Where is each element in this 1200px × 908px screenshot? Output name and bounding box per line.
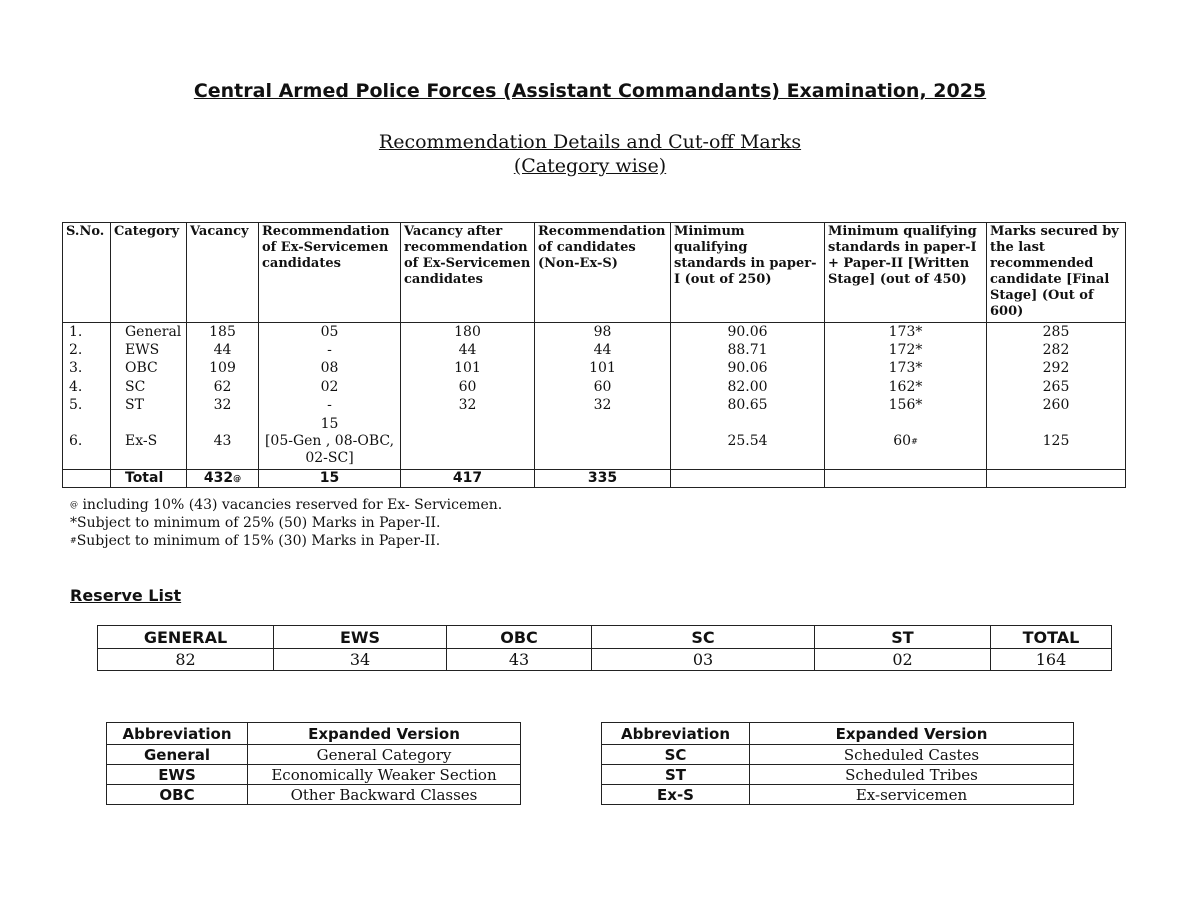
table-row-total — [63, 469, 1126, 487]
rec-exs-line-1: 15 — [320, 416, 339, 433]
abbr-row — [107, 745, 521, 765]
cell-vac-after: 60 — [401, 378, 535, 397]
cell-sno: 6. — [63, 415, 111, 469]
abbr-row — [107, 785, 521, 805]
reserve-value-ews: 34 — [274, 649, 447, 671]
reserve-value-obc: 43 — [447, 649, 592, 671]
cell-marks-last: 292 — [987, 360, 1126, 379]
abbr-row — [602, 765, 1074, 785]
abbr-row — [602, 745, 1074, 765]
cell-min-paper1: 80.65 — [671, 397, 825, 416]
abbr-row — [107, 765, 521, 785]
cell-rec-non-exs: 44 — [535, 341, 671, 360]
header-min-paper12: Minimum qualifying standards in paper-I + Paper-II [Written Stage] (out of 450) — [825, 223, 987, 323]
table-header-row — [63, 223, 1126, 323]
abbreviation-table-left — [106, 722, 521, 805]
cell-vac-after: 101 — [401, 360, 535, 379]
header-min-paper1: Minimum qualifying standards in paper-I (out of 250) — [671, 223, 825, 323]
abbr-expanded: General Category — [248, 745, 521, 765]
cell-category: OBC — [111, 360, 187, 379]
cell-marks-last: 285 — [987, 323, 1126, 342]
cell-vacancy: 109 — [187, 360, 259, 379]
table-row — [63, 360, 1126, 379]
cell-min-paper12: 156* — [825, 397, 987, 416]
footnote-2: *Subject to minimum of 25% (50) Marks in Paper-II. — [70, 515, 441, 531]
reserve-value-total: 164 — [991, 649, 1112, 671]
cell-total-label: Total — [111, 469, 187, 487]
cell-category: EWS — [111, 341, 187, 360]
cell-category: SC — [111, 378, 187, 397]
abbr-expanded: Scheduled Castes — [750, 745, 1074, 765]
reserve-header-sc: SC — [592, 626, 815, 649]
cell-marks-last: 265 — [987, 378, 1126, 397]
cell-rec-exs: - — [259, 397, 401, 416]
cell-rec-exs — [259, 415, 401, 469]
reserve-value-st: 02 — [815, 649, 991, 671]
reserve-header-st: ST — [815, 626, 991, 649]
abbr-row — [602, 785, 1074, 805]
table-row — [63, 323, 1126, 342]
document-title: Central Armed Police Forces (Assistant Commandants) Examination, 2025 — [193, 80, 987, 102]
header-category: Category — [111, 223, 187, 323]
abbr-key: General — [107, 745, 248, 765]
cell-min-paper12 — [825, 415, 987, 469]
cell-total-blank-4 — [987, 469, 1126, 487]
abbr-expanded: Other Backward Classes — [248, 785, 521, 805]
table-row — [63, 341, 1126, 360]
cell-min-paper1: 25.54 — [671, 415, 825, 469]
cell-min-paper12: 173* — [825, 360, 987, 379]
rec-exs-line-3: 02-SC] — [305, 450, 354, 467]
cell-total-rec-exs: 15 — [259, 469, 401, 487]
cell-vac-after: 44 — [401, 341, 535, 360]
reserve-value-sc: 03 — [592, 649, 815, 671]
cell-total-blank-2 — [671, 469, 825, 487]
cell-rec-exs: 05 — [259, 323, 401, 342]
abbr-key: OBC — [107, 785, 248, 805]
table-row — [63, 378, 1126, 397]
footnote-1-text: including 10% (43) vacancies reserved for Ex- Servicemen. — [78, 497, 503, 513]
abbr-key: ST — [602, 765, 750, 785]
subtitle-line-1: Recommendation Details and Cut-off Marks — [378, 131, 802, 153]
cell-min-paper12: 172* — [825, 341, 987, 360]
abbr-header-row — [107, 723, 521, 745]
cell-vacancy: 44 — [187, 341, 259, 360]
cell-min-paper1: 90.06 — [671, 323, 825, 342]
hash-mark: # — [70, 536, 77, 545]
header-vac-after: Vacancy after recommendation of Ex-Servicemen candidates — [401, 223, 535, 323]
at-mark: @ — [233, 473, 242, 483]
cell-vac-after: 180 — [401, 323, 535, 342]
reserve-header-total: TOTAL — [991, 626, 1112, 649]
cell-category: Ex-S — [111, 415, 187, 469]
cell-vacancy: 43 — [187, 415, 259, 469]
cell-total-blank-3 — [825, 469, 987, 487]
cell-sno: 5. — [63, 397, 111, 416]
cell-rec-exs: 02 — [259, 378, 401, 397]
header-vacancy: Vacancy — [187, 223, 259, 323]
cell-vacancy: 32 — [187, 397, 259, 416]
cell-total-vacancy — [187, 469, 259, 487]
cell-marks-last: 282 — [987, 341, 1126, 360]
footnotes — [70, 496, 502, 550]
abbr-key: EWS — [107, 765, 248, 785]
abbreviation-table-right — [601, 722, 1074, 805]
reserve-list-heading: Reserve List — [70, 586, 182, 605]
cutoff-marks-table — [62, 222, 1126, 488]
cell-rec-non-exs: 101 — [535, 360, 671, 379]
abbr-key: SC — [602, 745, 750, 765]
reserve-list-table — [97, 625, 1112, 671]
cell-sno: 3. — [63, 360, 111, 379]
cell-total-blank — [63, 469, 111, 487]
cell-min-paper12: 173* — [825, 323, 987, 342]
cell-category: ST — [111, 397, 187, 416]
reserve-values-row — [98, 649, 1112, 671]
abbr-expanded: Scheduled Tribes — [750, 765, 1074, 785]
abbr-header-row — [602, 723, 1074, 745]
header-expanded-version: Expanded Version — [248, 723, 521, 745]
reserve-header-row — [98, 626, 1112, 649]
subtitle-line-2: (Category wise) — [513, 155, 667, 177]
reserve-value-general: 82 — [98, 649, 274, 671]
header-abbreviation: Abbreviation — [602, 723, 750, 745]
footnote-1 — [70, 496, 502, 514]
abbr-key: Ex-S — [602, 785, 750, 805]
header-rec-exs: Recommendation of Ex-Servicemen candidates — [259, 223, 401, 323]
cell-rec-exs: 08 — [259, 360, 401, 379]
reserve-header-general: GENERAL — [98, 626, 274, 649]
cell-rec-exs: - — [259, 341, 401, 360]
cell-marks-last: 125 — [987, 415, 1126, 469]
cell-rec-non-exs: 32 — [535, 397, 671, 416]
cell-category: General — [111, 323, 187, 342]
document-subtitle — [0, 130, 1180, 178]
cell-vac-after — [401, 415, 535, 469]
cell-total-vac-after: 417 — [401, 469, 535, 487]
hash-mark: # — [911, 437, 918, 447]
header-marks-last: Marks secured by the last recommended candidate [Final Stage] (Out of 600) — [987, 223, 1126, 323]
header-abbreviation: Abbreviation — [107, 723, 248, 745]
cell-sno: 1. — [63, 323, 111, 342]
cell-vacancy: 62 — [187, 378, 259, 397]
reserve-header-ews: EWS — [274, 626, 447, 649]
footnote-3 — [70, 532, 502, 550]
abbr-expanded: Ex-servicemen — [750, 785, 1074, 805]
table-row-exs — [63, 415, 1126, 469]
footnote-3-text: Subject to minimum of 15% (30) Marks in Paper-II. — [76, 533, 441, 549]
cell-min-paper1: 88.71 — [671, 341, 825, 360]
abbr-expanded: Economically Weaker Section — [248, 765, 521, 785]
cell-rec-non-exs — [535, 415, 671, 469]
cell-sno: 4. — [63, 378, 111, 397]
cell-marks-last: 260 — [987, 397, 1126, 416]
cell-min-paper1: 90.06 — [671, 360, 825, 379]
cell-min-paper1: 82.00 — [671, 378, 825, 397]
table-row — [63, 397, 1126, 416]
cell-sno: 2. — [63, 341, 111, 360]
cell-rec-non-exs: 98 — [535, 323, 671, 342]
reserve-header-obc: OBC — [447, 626, 592, 649]
cell-min-paper12: 162* — [825, 378, 987, 397]
header-rec-non-exs: Recommendation of candidates (Non-Ex-S) — [535, 223, 671, 323]
cell-vacancy: 185 — [187, 323, 259, 342]
cell-vac-after: 32 — [401, 397, 535, 416]
cell-total-rec-non-exs: 335 — [535, 469, 671, 487]
min-paper12-value: 60 — [893, 433, 912, 450]
header-expanded-version: Expanded Version — [750, 723, 1074, 745]
cell-rec-non-exs: 60 — [535, 378, 671, 397]
header-sno: S.No. — [63, 223, 111, 323]
at-mark: @ — [70, 500, 78, 509]
total-vacancy-value: 432 — [203, 469, 234, 486]
rec-exs-line-2: [05-Gen , 08-OBC, — [264, 433, 395, 450]
